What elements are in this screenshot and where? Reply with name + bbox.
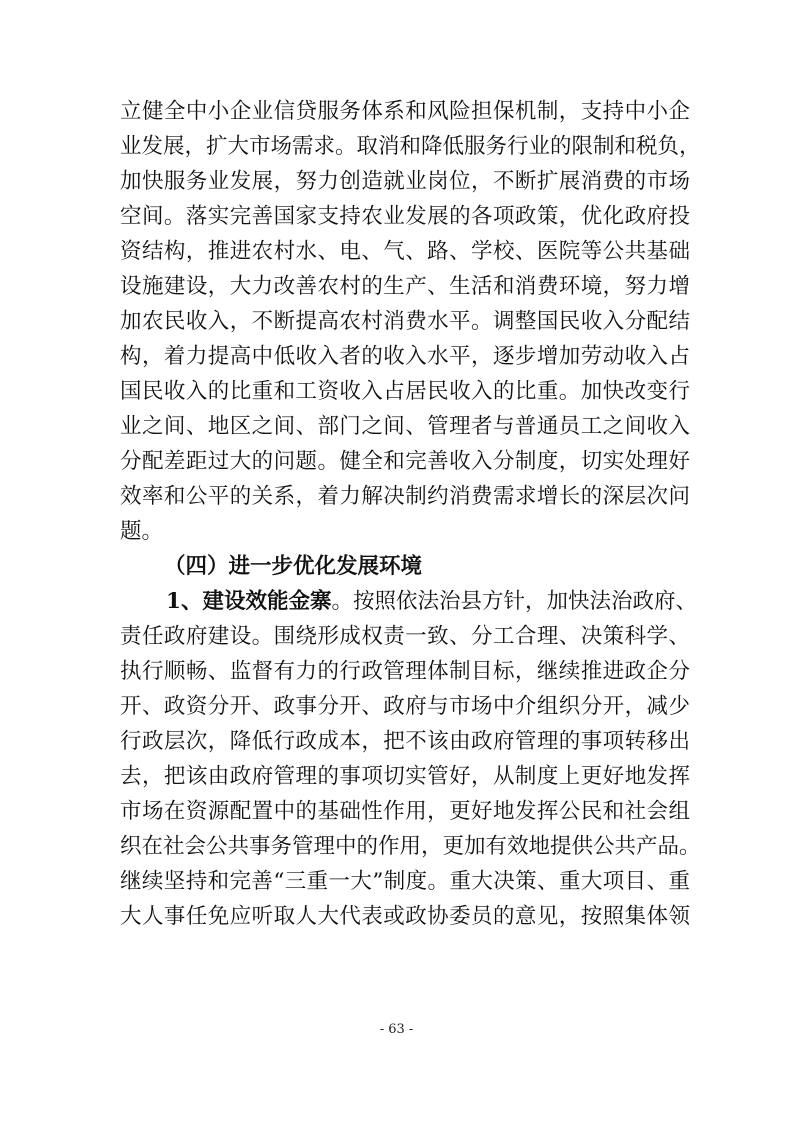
page-number: - 63 - [379, 1022, 414, 1037]
subsection-first-line [120, 584, 697, 619]
text-line: 分配差距过大的问题。健全和完善收入分制度，切实处理好 [120, 449, 690, 474]
text-line: 空间。落实完善国家支持农业发展的各项政策，优化政府投 [120, 204, 690, 229]
text-line: 题。 [120, 519, 164, 544]
text-line: 设施建设，大力改善农村的生产、生活和消费环境，努力增 [120, 274, 690, 299]
text-line: 执行顺畅、监督有力的行政管理体制目标，继续推进政企分 [120, 659, 690, 684]
text-line: 国民收入的比重和工资收入占居民收入的比重。加快改变行 [120, 379, 690, 404]
text-line: 效率和公平的关系，着力解决制约消费需求增长的深层次问 [120, 484, 690, 509]
text-line: 业之间、地区之间、部门之间、管理者与普通员工之间收入 [120, 414, 690, 439]
text-line: 去，把该由政府管理的事项切实管好，从制度上更好地发挥 [120, 764, 690, 789]
text-line: 加农民收入，不断提高农村消费水平。调整国民收入分配结 [120, 309, 690, 334]
text-line: 构，着力提高中低收入者的收入水平，逐步增加劳动收入占 [120, 344, 690, 369]
section-heading: （四）进一步优化发展环境 [164, 554, 423, 579]
text-line: 大人事任免应听取人大代表或政协委员的意见，按照集体领 [120, 904, 690, 929]
text-line: 开、政资分开、政事分开、政府与市场中介组织分开，减少 [120, 694, 690, 719]
text-line: 业发展，扩大市场需求。取消和降低服务行业的限制和税负， [120, 134, 701, 159]
text-line: 市场在资源配置中的基础性作用，更好地发挥公民和社会组 [120, 799, 690, 824]
subsection-title: 1、建设效能金寨 [166, 589, 332, 614]
text-line: 责任政府建设。围绕形成权责一致、分工合理、决策科学、 [120, 624, 690, 649]
text-line: 资结构，推进农村水、电、气、路、学校、医院等公共基础 [120, 239, 690, 264]
text-line: 立健全中小企业信贷服务体系和风险担保机制，支持中小企 [120, 99, 690, 124]
text-line: 行政层次，降低行政成本，把不该由政府管理的事项转移出 [120, 729, 690, 754]
text-line: 继续坚持和完善“三重一大”制度。重大决策、重大项目、重 [120, 869, 690, 894]
subsection-first-line-text: 。按照依法治县方针，加快法治政府、 [331, 589, 697, 614]
text-line: 织在社会公共事务管理中的作用，更加有效地提供公共产品。 [120, 834, 701, 859]
body-text [120, 94, 701, 934]
text-line: 加快服务业发展，努力创造就业岗位，不断扩展消费的市场 [120, 169, 690, 194]
